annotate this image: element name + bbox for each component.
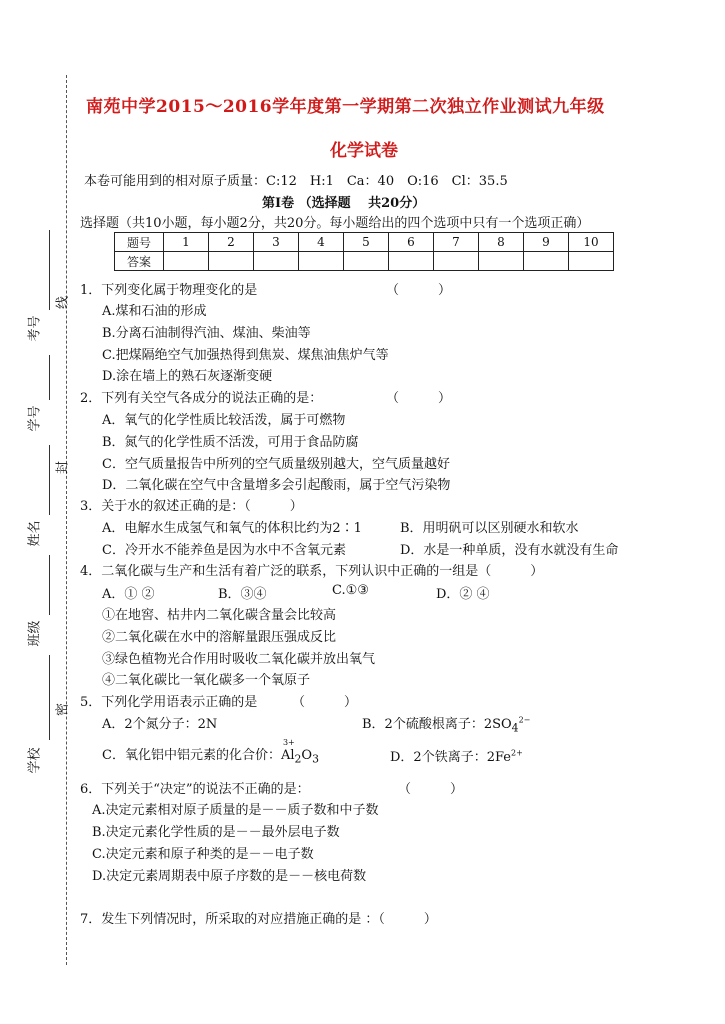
seal-mark-line: 线 xyxy=(55,296,71,310)
question-2-option-d: D．二氧化碳在空气中含量增多会引起酸雨，属于空气污染物 xyxy=(102,478,451,493)
table-cell: 1 xyxy=(164,233,209,252)
section-title: 第Ⅰ卷 （选择题 共20分） xyxy=(262,196,426,211)
answer-table xyxy=(114,232,614,271)
table-cell: 2 xyxy=(209,233,254,252)
binding-line xyxy=(49,230,50,310)
answer-cell[interactable] xyxy=(209,252,254,271)
answer-cell[interactable] xyxy=(164,252,209,271)
side-label-exam-number: 考号 xyxy=(27,315,43,342)
question-6-paren: （ ） xyxy=(398,782,464,797)
question-3-option-d: D．水是一种单质，没有水就没有生命 xyxy=(400,543,619,558)
binding-line xyxy=(49,355,50,400)
side-label-name: 姓名 xyxy=(27,520,43,547)
question-6-stem: 6．下列关于“决定”的说法不正确的是： xyxy=(80,782,310,797)
question-5-option-c-text: C．氧化铝中铝元素的化合价： xyxy=(102,748,281,763)
question-4-item-3: ③绿色植物光合作用时吸收二氧化碳并放出氧气 xyxy=(102,652,376,667)
question-1-paren: （ ） xyxy=(386,283,452,298)
question-5-option-c xyxy=(102,738,319,766)
question-5-stem: 5．下列化学用语表示正确的是 xyxy=(80,695,258,710)
question-5-option-d-text: D．2个铁离子： xyxy=(390,750,487,765)
question-5-option-c-al: Al xyxy=(280,748,295,763)
seal-mark-seal: 封 xyxy=(55,461,71,475)
question-4-item-1: ①在地窖、枯井内二氧化碳含量会比较高 xyxy=(102,608,337,623)
exam-subtitle: 化学试卷 xyxy=(330,141,398,161)
question-4-option-a: A．① ② xyxy=(102,587,155,602)
question-5-option-a: A．2个氮分子：2N xyxy=(102,717,218,732)
table-header-cell: 答案 xyxy=(115,252,164,271)
binding-line xyxy=(49,445,50,515)
question-1-option-b: B.分离石油制得汽油、煤油、柴油等 xyxy=(102,326,311,341)
question-5-option-c-sub1: 2 xyxy=(294,752,302,766)
question-2-option-b: B．氮气的化学性质不活泼，可用于食品防腐 xyxy=(102,435,359,450)
question-4-option-d: D．② ④ xyxy=(436,587,490,602)
question-3-stem: 3．关于水的叙述正确的是：（ ） xyxy=(80,499,303,514)
table-row xyxy=(115,233,614,252)
question-6-option-a: A.决定元素相对原子质量的是－－质子数和中子数 xyxy=(92,803,379,818)
question-5-option-b-text: B．2个硫酸根离子： xyxy=(362,717,484,732)
question-5-option-c-sub2: 3 xyxy=(312,752,319,766)
table-cell: 5 xyxy=(344,233,389,252)
question-1-stem: 1．下列变化属于物理变化的是 xyxy=(80,283,258,298)
question-1-option-a: A.煤和石油的形成 xyxy=(102,304,207,319)
question-5-option-d-formula: 2Fe xyxy=(486,750,511,765)
question-3-option-b: B．用明矾可以区别硬水和软水 xyxy=(400,521,579,536)
table-row xyxy=(115,252,614,271)
answer-cell[interactable] xyxy=(389,252,434,271)
question-6-option-d: D.决定元素周期表中原子序数的是－－核电荷数 xyxy=(92,869,367,884)
question-2-option-c: C．空气质量报告中所列的空气质量级别越大，空气质量越好 xyxy=(102,457,450,472)
answer-cell[interactable] xyxy=(254,252,299,271)
table-cell: 9 xyxy=(524,233,569,252)
question-5-option-b-sub: 4 xyxy=(511,721,519,735)
question-5-option-c-o: O xyxy=(301,748,313,763)
seal-mark-secret: 密 xyxy=(55,703,71,717)
binding-line xyxy=(49,655,50,740)
question-5-option-d-sup: 2+ xyxy=(510,748,523,758)
table-cell: 3 xyxy=(254,233,299,252)
table-cell: 7 xyxy=(434,233,479,252)
answer-cell[interactable] xyxy=(434,252,479,271)
question-3-option-c: C．冷开水不能养鱼是因为水中不含氧元素 xyxy=(102,543,346,558)
question-6-option-b: B.决定元素化学性质的是－－最外层电子数 xyxy=(92,825,340,840)
answer-cell[interactable] xyxy=(569,252,614,271)
exam-title: 南苑中学2015～2016学年度第一学期第二次独立作业测试九年级 xyxy=(86,97,605,117)
atomic-masses: 本卷可能用到的相对原子质量：C:12 H:1 Ca：40 O:16 Cl：35.5 xyxy=(84,174,508,189)
side-label-student-number: 学号 xyxy=(27,405,43,432)
question-5-option-b xyxy=(362,713,530,735)
question-4-stem: 4．二氧化碳与生产和生活有着广泛的联系，下列认识中正确的一组是（ ） xyxy=(80,564,544,579)
question-1-option-d: D.涂在墙上的熟石灰逐渐变硬 xyxy=(102,369,273,384)
question-5-option-c-formula xyxy=(280,738,319,766)
question-5-paren: （ ） xyxy=(292,695,358,710)
question-6-option-c: C.决定元素和原子种类的是－－电子数 xyxy=(92,847,314,862)
question-2-option-a: A．氧气的化学性质比较活泼，属于可燃物 xyxy=(102,413,346,428)
binding-dashed-line xyxy=(66,75,67,965)
table-cell: 8 xyxy=(479,233,524,252)
question-5-option-b-formula: 2SO xyxy=(483,717,512,732)
question-5-option-c-charge: 3+ xyxy=(282,738,295,747)
instructions: 选择题（共10小题，每小题2分，共20分。每小题给出的四个选项中只有一个选项正确） xyxy=(80,216,590,231)
side-label-class: 班级 xyxy=(27,620,43,647)
answer-cell[interactable] xyxy=(344,252,389,271)
answer-cell[interactable] xyxy=(524,252,569,271)
question-2-stem: 2．下列有关空气各成分的说法正确的是： xyxy=(80,391,323,406)
question-5-option-d xyxy=(390,746,523,765)
answer-cell[interactable] xyxy=(299,252,344,271)
binding-line xyxy=(49,555,50,615)
question-4-item-2: ②二氧化碳在水中的溶解量跟压强成反比 xyxy=(102,630,337,645)
side-label-school: 学校 xyxy=(27,747,43,774)
question-2-paren: （ ） xyxy=(386,391,452,406)
answer-cell[interactable] xyxy=(479,252,524,271)
question-5-option-b-sup: 2− xyxy=(518,715,531,725)
question-4-item-4: ④二氧化碳比一氧化碳多一个氧原子 xyxy=(102,673,311,688)
table-header-cell: 题号 xyxy=(115,233,164,252)
table-cell: 10 xyxy=(569,233,614,252)
question-3-option-a: A．电解水生成氢气和氧气的体积比约为2∶1 xyxy=(102,521,362,536)
question-7-stem: 7．发生下列情况时，所采取的对应措施正确的是 ：（ ） xyxy=(80,912,437,927)
question-4-option-b: B．③④ xyxy=(218,587,267,602)
table-cell: 4 xyxy=(299,233,344,252)
question-4-option-c: C.①③ xyxy=(332,583,369,598)
question-1-option-c: C.把煤隔绝空气加强热得到焦炭、煤焦油焦炉气等 xyxy=(102,348,389,363)
table-cell: 6 xyxy=(389,233,434,252)
